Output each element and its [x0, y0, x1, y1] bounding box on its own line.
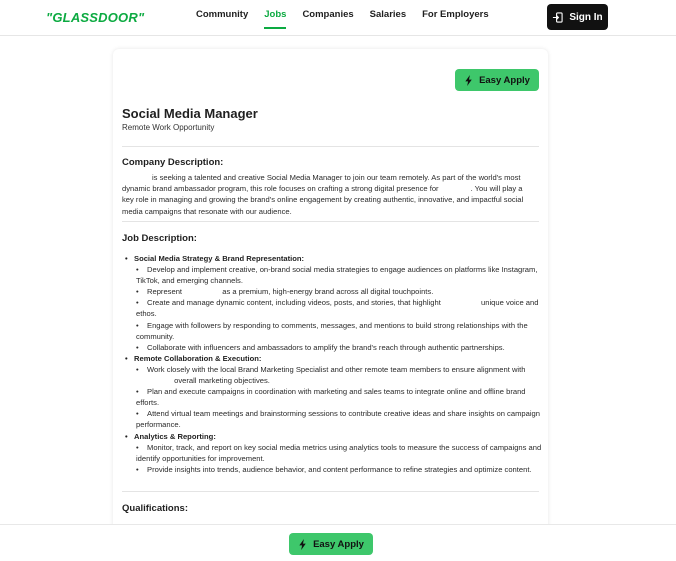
bolt-icon — [464, 75, 474, 86]
list-item: • Monitor, track, and report on key social media metrics using analytics tools to measure the success of campaigns and identify opportunities for improvement. — [136, 442, 542, 463]
list-item: • Work closely with the local Brand Marketing Specialist and other remote team members to ensure alignment with overall marketing objectives. — [136, 364, 526, 386]
nav-jobs[interactable]: Jobs — [256, 0, 294, 30]
list-item: • Provide insights into trends, audience behavior, and content performance to refine strategies and optimize content. — [136, 464, 532, 474]
group-title: • Analytics & Reporting: — [122, 431, 542, 442]
company-description-heading: Company Description: — [122, 157, 224, 168]
easy-apply-label: Easy Apply — [479, 74, 530, 86]
bottom-apply-bar — [0, 524, 676, 561]
main-nav — [188, 0, 497, 36]
list-item: • Plan and execute campaigns in coordination with marketing and sales teams to integrate online and offline brand efforts. — [136, 387, 526, 408]
list-item: • Collaborate with influencers and ambassadors to amplify the brand's reach through authentic partnerships. — [136, 342, 505, 352]
list-item: • Represent as a premium, high-energy brand across all digital touchpoints. — [136, 287, 434, 297]
nav-salaries[interactable]: Salaries — [369, 9, 407, 20]
glassdoor-logo[interactable]: "GLASSDOOR" — [46, 10, 145, 25]
list-item: • Engage with followers by responding to comments, messages, and mentions to build strong relationships with the community. — [136, 320, 528, 341]
qualifications-heading: Qualifications: — [122, 503, 188, 514]
nav-community[interactable]: Community — [196, 9, 249, 20]
divider — [122, 491, 539, 492]
job-description-list — [122, 253, 542, 475]
company-description-text — [122, 172, 536, 217]
group-title: • Remote Collaboration & Execution: — [122, 353, 542, 364]
sign-in-button[interactable] — [547, 4, 608, 30]
sign-in-label: Sign In — [569, 11, 603, 23]
job-description-heading: Job Description: — [122, 233, 197, 244]
job-subtitle: Remote Work Opportunity — [122, 123, 215, 132]
job-title: Social Media Manager — [122, 106, 258, 121]
nav-for-employers[interactable]: For Employers — [422, 9, 489, 20]
easy-apply-button-top[interactable] — [455, 69, 539, 91]
easy-apply-label: Easy Apply — [313, 538, 364, 550]
company-text-b: . You will play a key role in managing and growing the brand's online engagement by creating authentic, innovative, and impactful social media campaigns that resonate with our audience. — [122, 184, 524, 216]
nav-companies[interactable]: Companies — [302, 9, 354, 20]
divider — [122, 221, 539, 222]
list-item: • Attend virtual team meetings and brainstorming sessions to contribute creative ideas and share insights on campaign performance. — [136, 409, 540, 430]
easy-apply-button-bottom[interactable] — [289, 533, 373, 555]
bolt-icon — [298, 539, 308, 550]
sign-in-icon — [552, 12, 563, 23]
divider — [122, 146, 539, 147]
list-item: • Develop and implement creative, on-brand social media strategies to engage audiences on platforms like Instagram, TikTok, and emerging channels. — [136, 265, 538, 286]
job-card — [113, 49, 548, 539]
group-title: • Social Media Strategy & Brand Representation: — [122, 253, 542, 264]
company-text-a: is seeking a talented and creative Social Media Manager to join our team remotely. As part of the world's most dynamic brand ambassador program, this role focuses on crafting a strong digital presence for — [122, 173, 521, 194]
list-item: • Create and manage dynamic content, including videos, posts, and stories, that highlight unique voice and ethos. — [136, 298, 539, 319]
top-header — [0, 0, 676, 36]
